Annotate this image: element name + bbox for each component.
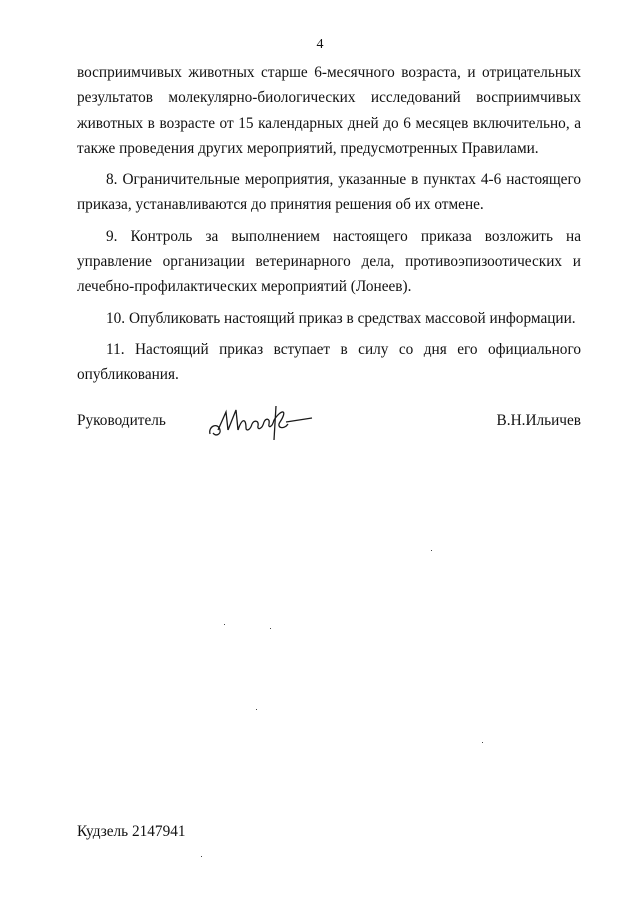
text-line: опубликования.: [77, 366, 179, 384]
scan-speck: [270, 628, 271, 629]
paragraph-item-11: [77, 337, 581, 388]
paragraph-item-9: [77, 224, 581, 300]
text-line: 11. Настоящий приказ вступает в силу со дня его официального: [106, 340, 581, 358]
text-line: приказа, устанавливаются до принятия решения об их отмене.: [77, 196, 484, 214]
text-line: животных в возрасте от 15 календарных дней до 6 месяцев включительно, а: [77, 114, 581, 132]
text-line: восприимчивых животных старше 6-месячного возраста, и отрицательных: [77, 64, 581, 81]
text-line: результатов молекулярно-биологических исследований восприимчивых: [77, 89, 581, 107]
text-line: также проведения других мероприятий, предусмотренных Правилами.: [77, 139, 539, 157]
paragraph-item-10: [77, 306, 581, 331]
scan-speck: [224, 624, 225, 625]
page-number: 4: [316, 37, 324, 52]
scan-speck: [482, 742, 483, 743]
text-line: 10. Опубликовать настоящий приказ в средствах массовой информации.: [106, 309, 576, 327]
signer-name: В.Н.Ильичев: [496, 412, 581, 429]
executor-note: Кудзель 2147941: [77, 823, 186, 840]
scan-speck: [431, 550, 432, 551]
signer-position: Руководитель: [77, 412, 166, 429]
scan-speck: [256, 709, 257, 710]
handwritten-signature-icon: [204, 400, 314, 444]
paragraph-continuation: [77, 60, 581, 161]
text-line: управление организации ветеринарного дела, противоэпизоотических и: [77, 253, 581, 271]
text-line: лечебно-профилактических мероприятий (Лонеев).: [77, 278, 412, 296]
text-line: 8. Ограничительные мероприятия, указанные в пунктах 4-6 настоящего: [106, 171, 581, 189]
signature-block: [77, 400, 581, 450]
text-line: 9. Контроль за выполнением настоящего приказа возложить на: [106, 227, 581, 245]
scan-speck: [201, 856, 202, 857]
document-body: [77, 60, 581, 394]
paragraph-item-8: [77, 167, 581, 218]
